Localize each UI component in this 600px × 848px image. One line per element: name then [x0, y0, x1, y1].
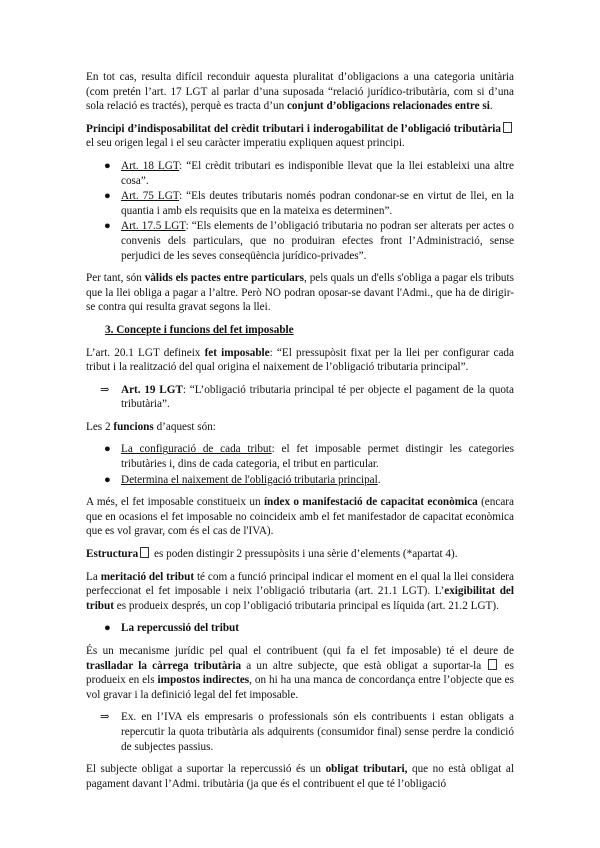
list-item: ● Determina el naixement de l'obligació tributaria principal. — [104, 473, 381, 486]
missing-glyph-icon — [488, 659, 497, 670]
arrow-item: ⇒ Ex. en l’IVA els empresaris o professionals són els contribuents i estan obligats a repercutir la quota tributària als adquirents (consumidor final) sense perdre la condició de subjectes passius. — [100, 711, 514, 753]
missing-glyph-icon — [140, 547, 149, 558]
paragraph-intro: En tot cas, resulta difícil reconduir aquesta pluralitat d’obligacions a una categoria unitària (com pretén l’art. 17 LGT al parlar d’una suposada “relació jurídico-tributària, com si d’una sola relació es tractés), perquè es tracta d’un conjunt d’obligacions relacionades entre si. — [86, 71, 514, 113]
bullet-icon: ● — [104, 220, 111, 233]
paragraph-structure: Estructura es poden distingir 2 pressupòsits i una sèrie d’elements (*apartat 4). — [86, 548, 458, 561]
paragraph-obligat: El subjecte obligat a suportar la repercussió és un obligat tributari, que no està obligat al pagament davant l’Admi. tributària (ja que és el contribuent el que té l’obligació — [86, 763, 514, 790]
bullet-icon: ● — [104, 443, 111, 456]
section-heading: 3. Concepte i funcions del fet imposable — [105, 323, 294, 336]
bullet-icon: ● — [104, 473, 111, 486]
list-item: ● Art. 75 LGT: “Els deutes tributaris només podran condonar-se en virtut de llei, en la quantia i amb els requisits que en la mateixa es determinen”. — [104, 190, 514, 217]
arrow-icon: ⇒ — [100, 711, 110, 724]
missing-glyph-icon — [503, 122, 512, 133]
arrow-item: ⇒ Art. 19 LGT: “L’obligació tributaria principal té per objecte el pagament de la quota tributària”. — [100, 383, 514, 411]
paragraph-repercussion: És un mecanisme jurídic pel qual el contribuent (qui fa el fet imposable) té el deure de traslladar la càrrega tributària a un altre subjecte, que està obligat a suportar-la es produeix en els impostos indirectes, on hi ha una manca de concordança entre l’objecte que es vol gravar i la definició legal del fet imposable. — [86, 645, 515, 701]
list-item: ● La repercussió del tribut — [104, 622, 239, 635]
paragraph-pacts: Per tant, són vàlids els pactes entre particulars, pels quals un d'ells s'obliga a pagar els tributs que la llei obliga a pagar a l’altre. Però NO podran oposar-se davant l'Admi., que ha de dirigir-se contra qui resulta gravat segons la llei. — [86, 272, 514, 314]
article-list — [86, 159, 514, 263]
list-item: ● Art. 18 LGT: “El crèdit tributari es indisponible llevat que la llei estableixi una altre cosa”. — [104, 159, 514, 187]
paragraph-principle: Principi d’indisposabilitat del crèdit tributari i inderogabilitat de l’obligació tributària el seu origen legal i el seu caràcter imperatiu expliquen aquest principi. — [86, 122, 514, 151]
paragraph-meritacio: La meritació del tribut té com a funció principal indicar el moment en el qual la llei considera perfeccionat el fet imposable i neix l’obligació tributaria (art. 21.1 LGT). L’exigibilitat del tribut es produeix després, un cop l’obligació tributaria principal es líquida (art. 21.2 LGT). — [86, 570, 514, 612]
list-item: ● La configuració de cada tribut: el fet imposable permet distingir les categories tributàries i, dins de cada categoria, el tribut en particular. — [104, 443, 515, 471]
functions-list — [86, 442, 514, 487]
paragraph-functions: Les 2 funcions d’aquest són: — [86, 420, 216, 433]
bullet-icon: ● — [104, 622, 111, 635]
repercussion-heading-list — [86, 621, 514, 636]
paragraph-capacity: A més, el fet imposable constitueix un índex o manifestació de capacitat econòmica (encara que en ocasions el fet imposable no coincideix amb el fet manifestador de capacitat econòmica que es vol gravar, com és el cas de l'IVA). — [86, 496, 514, 538]
document-page — [86, 70, 514, 799]
bullet-icon: ● — [104, 159, 111, 172]
arrow-icon: ⇒ — [100, 383, 110, 396]
paragraph-definition: L’art. 20.1 LGT defineix fet imposable: “El pressupòsit fixat per la llei per configurar cada tribut i la realització del qual origina el naixement de l’obligació tributaria principal”. — [86, 346, 514, 374]
list-item: ● Art. 17.5 LGT: “Els elements de l’obligació tributaria no podran ser alterats per actes o convenis dels particulars, que no produiran efectes front l’Administració, sense perjudici de les seves conseqüència jurídico-privades”. — [104, 220, 514, 262]
bullet-icon: ● — [104, 190, 111, 203]
